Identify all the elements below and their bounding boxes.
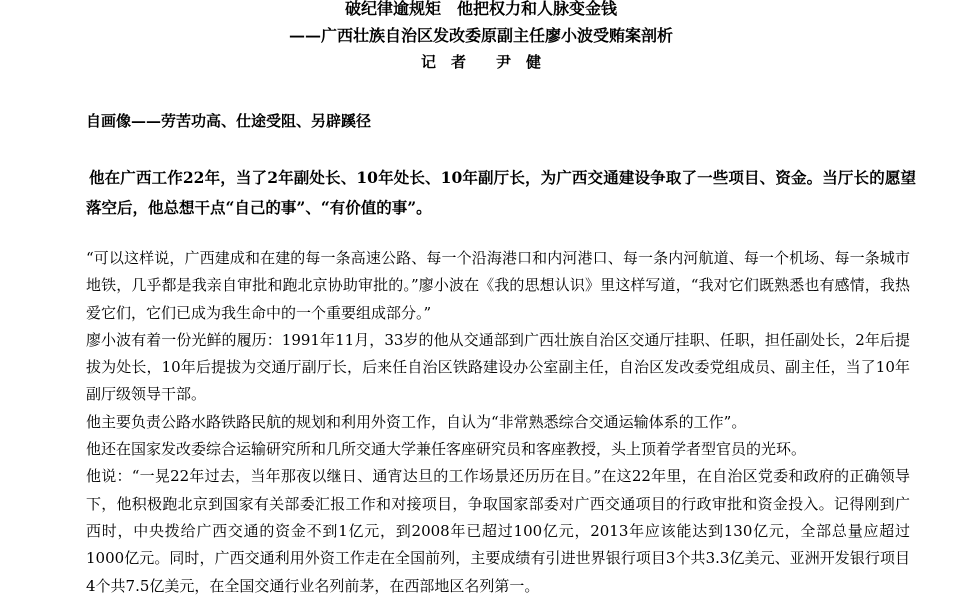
- body-paragraph: “可以这样说，广西建成和在建的每一条高速公路、每一个沿海港口和内河港口、每一条内河航道、每一个机场、每一条城市地铁，几乎都是我亲自审批和跑北京协助审批的。”廖小波在《我的思想认识》里这样写道，“我对它们既熟悉也有感情，我热爱它们，它们已成为我生命中的一个重要组成部分。”: [86, 249, 910, 322]
- body-paragraph: 他说：“一晃22年过去，当年那夜以继日、通宵达旦的工作场景还历历在目。”在这22年里，在自治区党委和政府的正确领导下，他积极跑北京到国家有关部委汇报工作和对接项目，争取国家部委对广西交通项目的行政审批和资金投入。记得刚到广西时，中央拨给广西交通的资金不到1亿元，到2008年已超过100亿元，2013年应该能达到130亿元，全部总量应超过1000亿元。同时，广西交通利用外资工作走在全国前列，主要成绩有引进世界银行项目3个共3.3亿美元、亚洲开发银行项目4个共7.5亿美元，在全国交通行业名列前茅，在西部地区名列第一。: [86, 467, 910, 595]
- article-title: 破纪律逾规矩 他把权力和人脉变金钱: [344, 0, 617, 18]
- section-heading: 自画像——劳苦功高、仕途受阻、另辟蹊径: [86, 112, 372, 130]
- article-body: [86, 245, 910, 600]
- article-subtitle: ——广西壮族自治区发改委原副主任廖小波受贿案剖析: [288, 26, 673, 45]
- body-paragraph: 廖小波有着一份光鲜的履历：1991年11月，33岁的他从交通部到广西壮族自治区交通厅挂职、任职，担任副处长，2年后提拔为处长，10年后提拔为交通厅副厅长，后来任自治区铁路建设办公室副主任，自治区发改委党组成员、副主任，当了10年副厅级领导干部。: [86, 330, 910, 404]
- body-paragraph: 他主要负责公路水路铁路民航的规划和利用外资工作，自认为“非常熟悉综合交通运输体系的工作”。: [86, 412, 747, 431]
- lead-paragraph: 他在广西工作22年，当了2年副处长、10年处长、10年副厅长，为广西交通建设争取了一些项目、资金。当厅长的愿望落空后，他总想干点“自己的事”、“有价值的事”。: [86, 168, 916, 217]
- body-paragraph: 他还在国家发改委综合运输研究所和几所交通大学兼任客座研究员和客座教授，头上顶着学者型官员的光环。: [86, 440, 807, 459]
- byline: 记 者 尹 健: [420, 53, 541, 71]
